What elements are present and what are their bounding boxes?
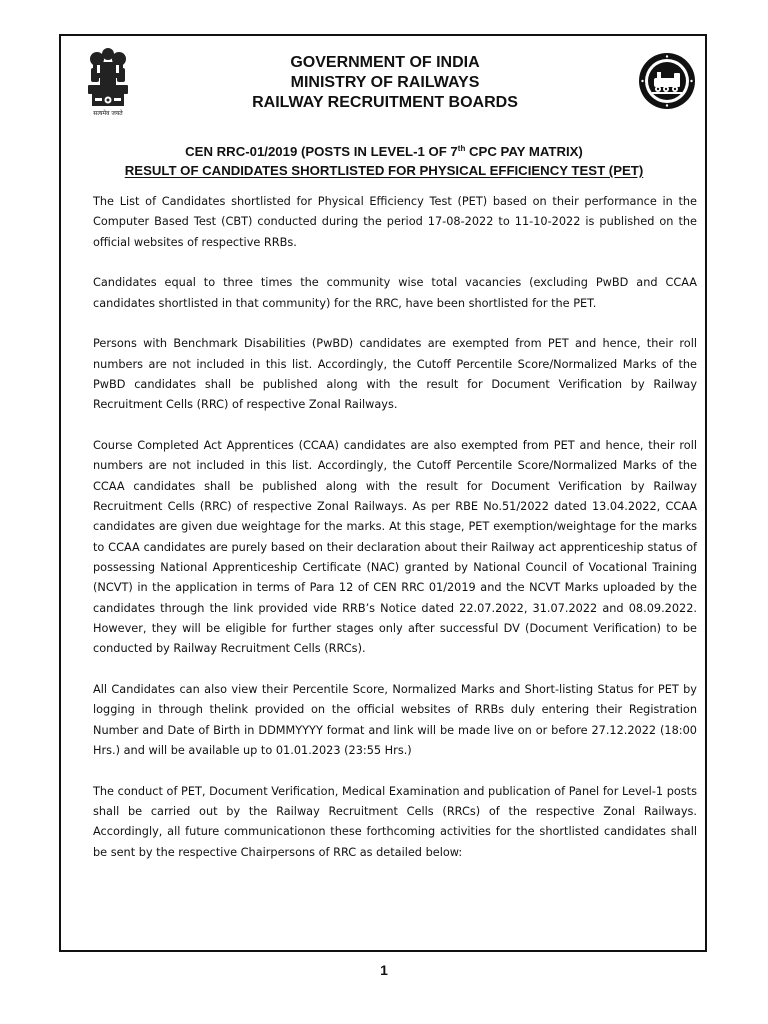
cen-title-suffix: CPC PAY MATRIX) — [465, 144, 583, 159]
emblem-motto: सत्यमेव जयते — [93, 110, 123, 117]
paragraph-ccaa: Course Completed Act Apprentices (CCAA) candidates are also exempted from PET and hence, their roll numbers are not included in this list. Accordingly, the Cutoff Percentile Score/Normalized Marks of the CCAA candidates shall be published along with the result for Document Verification by Railway Recruitment Cells (RRC) of respective Zonal Railways. As per RBE No.51/2022 dated 13.04.2022, CCAA candidates are given due weightage for the marks. At this stage, PET exemption/weightage for the marks to CCAA candidates are purely based on their declaration about their Railway act apprenticeship status of possessing National Apprenticeship Certificate (NAC) granted by National Council of Vocational Training (NCVT) in the application in terms of Para 12 of CEN RRC 01/2019 and the NCVT Marks uploaded by the candidates through the link provided vide RRB’s Notice dated 22.07.2022, 31.07.2022 and 08.09.2022. However, they will be eligible for further stages only after successful DV (Document Verification) to be conducted by Railway Recruitment Cells (RRCs). — [93, 439, 697, 656]
header-ministry: MINISTRY OF RAILWAYS — [290, 74, 480, 91]
notice-body — [93, 192, 697, 883]
cen-title-prefix: CEN RRC-01/2019 (POSTS IN LEVEL-1 OF 7 — [185, 144, 458, 159]
paragraph-view-score: All Candidates can also view their Percentile Score, Normalized Marks and Short-listing Status for PET by logging in through thelink provided on the official websites of RRBs duly entering their Registration Number and Date of Birth in DDMMYYYY format and link will be made live on or before 27.12.2022 (18:00 Hrs.) and will be available up to 01.01.2023 (23:55 Hrs.) — [93, 682, 697, 757]
indian-railways-logo-icon — [638, 52, 696, 110]
cen-title-sup: th — [457, 144, 466, 153]
header-government: GOVERNMENT OF INDIA — [290, 54, 480, 71]
header-boards: RAILWAY RECRUITMENT BOARDS — [252, 94, 518, 111]
result-title: RESULT OF CANDIDATES SHORTLISTED FOR PHYSICAL EFFICIENCY TEST (PET) — [124, 163, 644, 178]
document-header — [150, 53, 620, 113]
paragraph-pwbd: Persons with Benchmark Disabilities (PwBD) candidates are exempted from PET and hence, their roll numbers are not included in this list. Accordingly, the Cutoff Percentile Score/Normalized Marks of the PwBD candidates shall be published along with the result for Document Verification by Railway Recruitment Cells (RRC) of respective Zonal Railways. — [93, 337, 697, 412]
paragraph-conduct: The conduct of PET, Document Verification, Medical Examination and publication of Panel for Level-1 posts shall be carried out by the Railway Recruitment Cells (RRCs) of the respective Zonal Railways. Accordingly, all future communicationon these forthcoming activities for the shortlisted candidates shall be sent by the respective Chairpersons of RRC as detailed below: — [93, 784, 697, 859]
page-number: 1 — [380, 962, 388, 978]
cen-title — [80, 144, 688, 160]
paragraph-pet-list: The List of Candidates shortlisted for Physical Efficiency Test (PET) based on their performance in the Computer Based Test (CBT) conducted during the period 17-08-2022 to 11-10-2022 is published on the official websites of respective RRBs. — [93, 195, 697, 249]
paragraph-shortlisting: Candidates equal to three times the community wise total vacancies (excluding PwBD and CCAA candidates shortlisted in that community) for the RRC, have been shortlisted for the PET. — [93, 276, 697, 310]
